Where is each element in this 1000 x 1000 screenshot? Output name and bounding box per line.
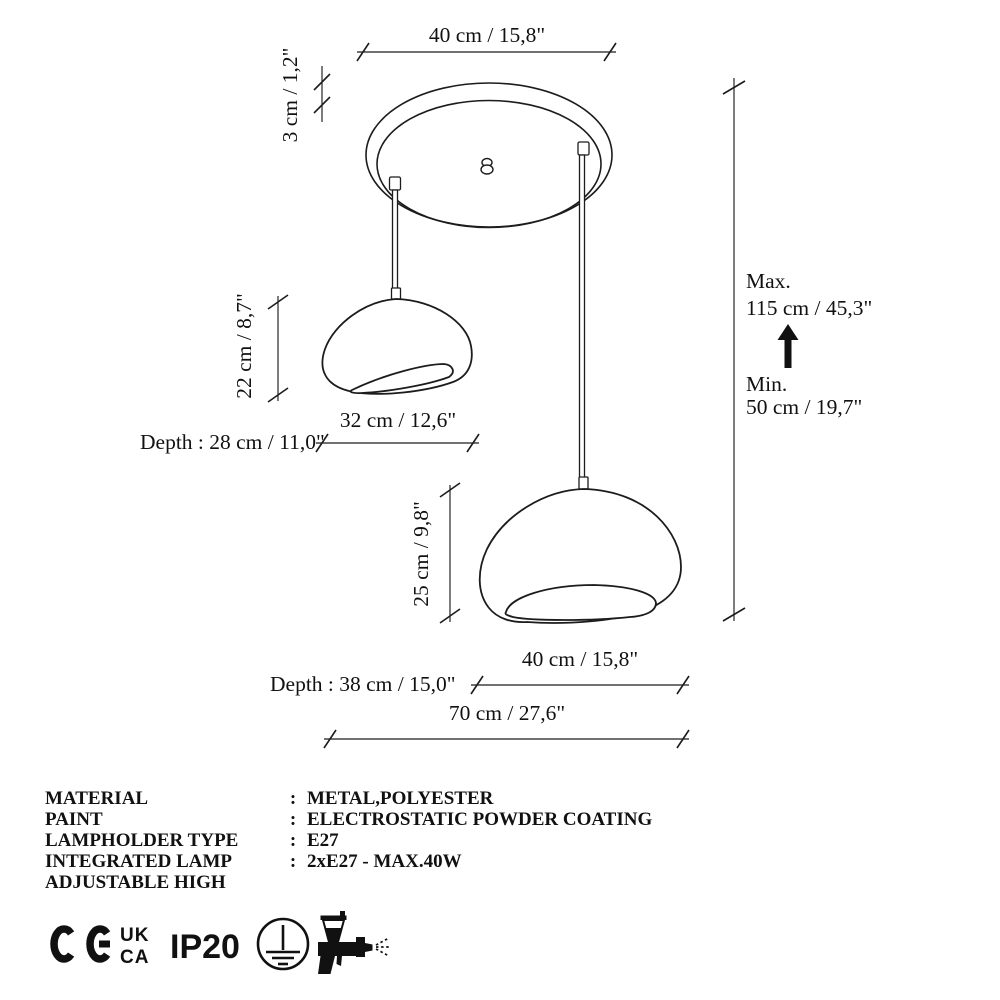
dimension-large-height	[409, 483, 460, 623]
ukca-mark-icon	[120, 925, 149, 968]
spec-label: LAMPHOLDER TYPE	[45, 830, 239, 851]
cord-connector-small	[392, 288, 401, 299]
large-height-label: 25 cm / 9,8"	[409, 501, 433, 607]
height-max-caption: Max.	[746, 269, 791, 293]
cord-gland-right	[578, 142, 589, 155]
suspension-cord-left	[393, 190, 398, 289]
ukca-line2: CA	[120, 947, 150, 968]
spec-separator: :	[289, 830, 297, 851]
protective-earth-icon	[258, 919, 308, 969]
ip-rating-label: IP20	[170, 928, 240, 966]
spec-row-paint	[45, 809, 652, 830]
dimension-large-width	[471, 647, 689, 694]
total-width-label: 70 cm / 27,6"	[448, 701, 566, 725]
canopy-width-label: 40 cm / 15,8"	[428, 23, 546, 47]
cord-gland-left	[390, 177, 401, 190]
small-depth-label: Depth : 28 cm / 11,0"	[140, 430, 325, 454]
dimension-small-height	[232, 293, 288, 402]
small-height-label: 22 cm / 8,7"	[232, 293, 256, 399]
spec-separator: :	[289, 851, 297, 872]
dimension-adjustable-height	[723, 78, 872, 621]
spec-label: ADJUSTABLE HIGH	[45, 872, 226, 893]
canopy-thickness-label: 3 cm / 1,2"	[278, 47, 302, 143]
small-width-label: 32 cm / 12,6"	[339, 408, 457, 432]
dimension-small-width	[316, 408, 479, 452]
cord-connector-large	[579, 477, 588, 489]
large-width-label: 40 cm / 15,8"	[521, 647, 639, 671]
suspension-cord-right	[580, 155, 585, 479]
up-arrow-icon	[778, 324, 799, 368]
large-pendant-shade	[480, 477, 681, 623]
height-min-caption: Min.	[746, 372, 788, 396]
spec-value: ELECTROSTATIC POWDER COATING	[307, 809, 653, 830]
small-pendant-shade	[322, 288, 471, 394]
spec-separator: :	[289, 788, 297, 809]
height-max-value: 115 cm / 45,3"	[746, 296, 873, 320]
canopy-center-screw	[481, 159, 493, 175]
spec-label: PAINT	[45, 809, 103, 830]
spec-row-material	[45, 788, 494, 809]
spec-table	[45, 788, 652, 893]
certification-row	[54, 911, 391, 974]
spec-value: METAL,POLYESTER	[307, 788, 494, 809]
spec-value: E27	[307, 830, 339, 851]
spec-value: 2xE27 - MAX.40W	[307, 851, 462, 872]
large-depth-label: Depth : 38 cm / 15,0"	[270, 672, 456, 696]
spec-label: INTEGRATED LAMP	[45, 851, 233, 872]
spec-label: MATERIAL	[45, 788, 149, 809]
spec-row-lampholder	[45, 830, 339, 851]
height-min-value: 50 cm / 19,7"	[746, 395, 863, 419]
ukca-line1: UK	[120, 925, 150, 946]
spec-row-adjustable-high	[45, 872, 226, 893]
dimension-canopy-width	[357, 23, 616, 61]
ceiling-canopy	[366, 83, 612, 228]
spec-row-integrated-lamp	[45, 851, 462, 872]
spec-separator: :	[289, 809, 297, 830]
ce-mark-icon	[54, 929, 110, 959]
dimension-canopy-thickness	[278, 48, 330, 143]
dimension-total-width	[324, 701, 689, 748]
spray-paint-gun-icon	[318, 911, 391, 974]
